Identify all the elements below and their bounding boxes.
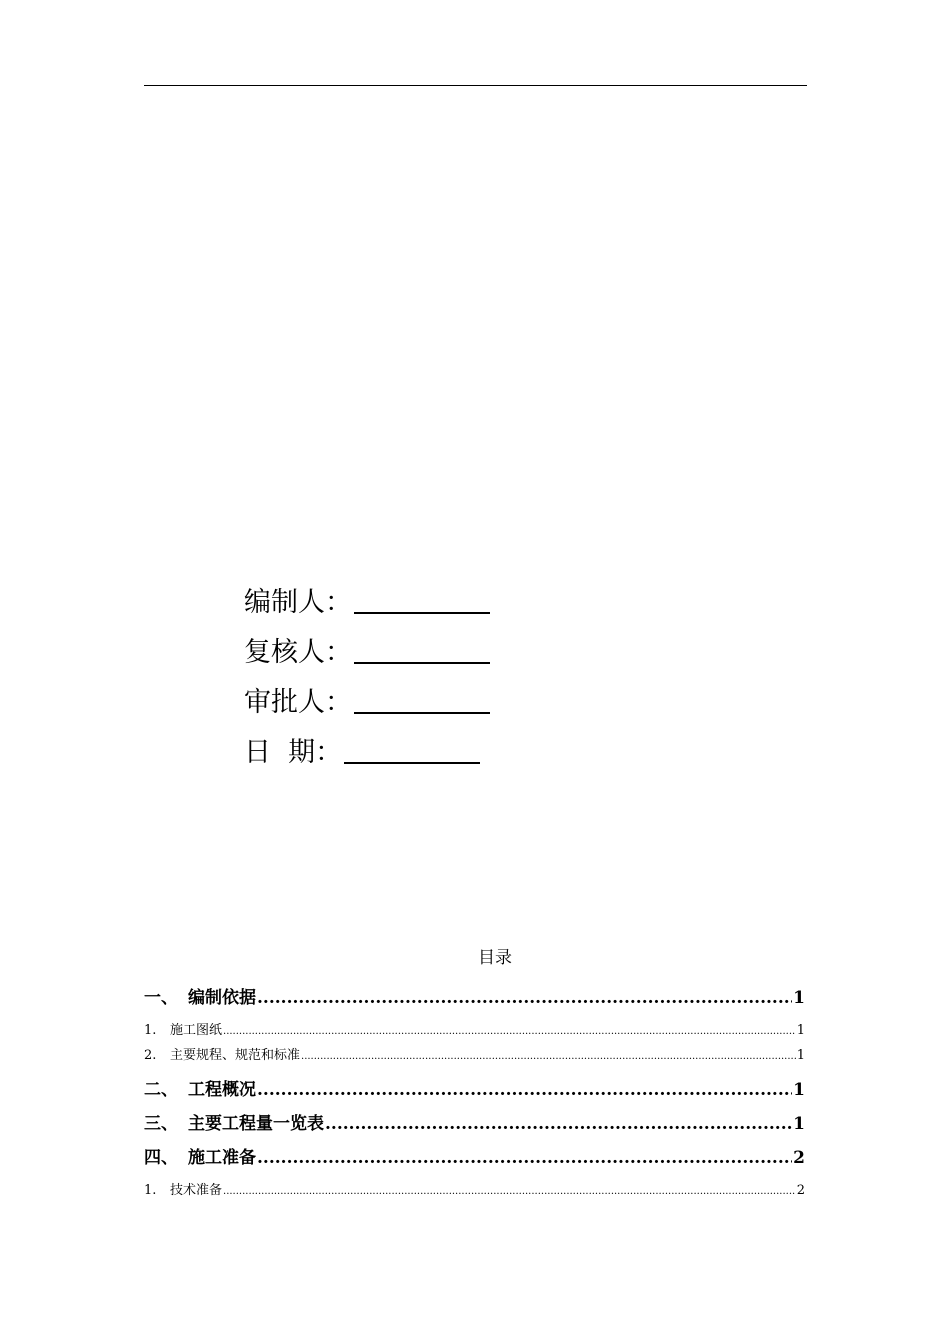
signature-label: 审批人： bbox=[244, 687, 352, 718]
toc-entry-number: 二、 bbox=[144, 1080, 178, 1100]
toc-entry[interactable] bbox=[144, 985, 805, 1019]
table-of-contents bbox=[144, 985, 805, 1206]
toc-entry-page: 1 bbox=[793, 1114, 805, 1134]
toc-entry-text: 主要规程、规范和标准 bbox=[170, 1048, 301, 1063]
toc-title: 目录 bbox=[478, 948, 512, 968]
toc-entry-page: 1 bbox=[796, 1048, 805, 1063]
toc-leader-dots bbox=[257, 985, 792, 1011]
toc-entry-number: 1. bbox=[144, 1023, 157, 1038]
toc-entry-number: 2. bbox=[144, 1048, 157, 1063]
toc-entry-text: 工程概况 bbox=[188, 1080, 256, 1100]
toc-entry-page: 2 bbox=[796, 1183, 805, 1198]
signature-row-reviewer bbox=[244, 616, 564, 666]
toc-entry-text: 技术准备 bbox=[170, 1183, 223, 1198]
toc-entry-number: 四、 bbox=[144, 1148, 178, 1168]
signature-blank-line bbox=[344, 736, 480, 764]
signature-row-approver bbox=[244, 666, 564, 716]
toc-leader-dots bbox=[223, 1022, 796, 1042]
toc-leader-dots bbox=[301, 1047, 796, 1067]
header-rule bbox=[144, 85, 807, 86]
toc-entry[interactable] bbox=[144, 1181, 805, 1206]
toc-entry-page: 1 bbox=[796, 1023, 805, 1038]
signature-label: 日 期： bbox=[244, 737, 343, 768]
toc-entry-number: 三、 bbox=[144, 1114, 178, 1134]
signature-block bbox=[244, 566, 564, 766]
toc-entry[interactable] bbox=[144, 1145, 805, 1179]
toc-leader-dots bbox=[257, 1145, 792, 1171]
signature-blank-line bbox=[354, 636, 490, 664]
toc-leader-dots bbox=[223, 1182, 796, 1202]
toc-entry-text: 施工准备 bbox=[188, 1148, 256, 1168]
toc-entry[interactable] bbox=[144, 1021, 805, 1046]
signature-label: 复核人： bbox=[244, 637, 352, 668]
toc-entry-text: 施工图纸 bbox=[170, 1023, 223, 1038]
toc-entry-page: 1 bbox=[793, 1080, 805, 1100]
toc-entry-text: 编制依据 bbox=[188, 988, 256, 1008]
signature-label: 编制人： bbox=[244, 587, 352, 618]
toc-entry[interactable] bbox=[144, 1077, 805, 1111]
toc-entry-number: 一、 bbox=[144, 988, 178, 1008]
toc-entry-text: 主要工程量一览表 bbox=[188, 1114, 324, 1134]
toc-entry-page: 2 bbox=[793, 1148, 805, 1168]
toc-entry-page: 1 bbox=[793, 988, 805, 1008]
signature-row-date bbox=[244, 716, 564, 766]
signature-row-compiler bbox=[244, 566, 564, 616]
signature-blank-line bbox=[354, 686, 490, 714]
toc-entry[interactable] bbox=[144, 1111, 805, 1145]
toc-entry-number: 1. bbox=[144, 1183, 157, 1198]
signature-blank-line bbox=[354, 586, 490, 614]
toc-entry[interactable] bbox=[144, 1046, 805, 1071]
toc-leader-dots bbox=[325, 1111, 792, 1137]
toc-leader-dots bbox=[257, 1077, 792, 1103]
